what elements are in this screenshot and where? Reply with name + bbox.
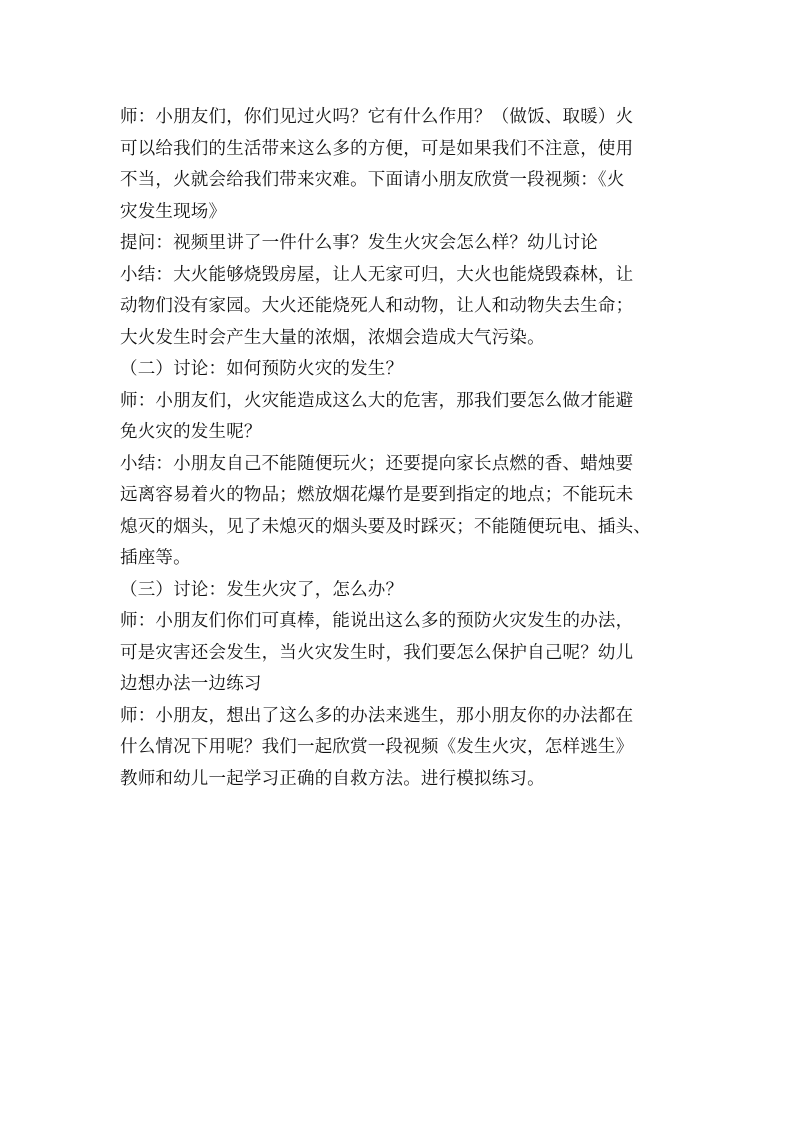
- text-line-19: 边想办法一边练习: [120, 674, 262, 694]
- section-heading-3: （三）讨论：发生火灾了，怎么办？: [120, 579, 404, 600]
- text-line-4: 灾发生现场》: [120, 201, 227, 222]
- text-line-12: 小结：小朋友自己不能随便玩火；还要提向家长点燃的香、蜡烛要: [120, 453, 634, 474]
- text-line-20: 师：小朋友，想出了这么多的办法来逃生，那小朋友你的办法都在: [120, 705, 634, 726]
- text-line-6: 小结：大火能够烧毁房屋，让人无家可归，大火也能烧毁森林，让: [120, 264, 634, 285]
- document-body: [120, 102, 680, 795]
- text-line-7: 动物们没有家园。大火还能烧死人和动物，让人和动物失去生命；: [120, 296, 634, 316]
- section-heading-2: （二）讨论：如何预防火灾的发生？: [120, 359, 404, 379]
- text-line-5: 提问：视频里讲了一件什么事？发生火灾会怎么样？幼儿讨论: [120, 233, 598, 253]
- text-line-13: 远离容易着火的物品；燃放烟花爆竹是要到指定的地点；不能玩未: [120, 485, 634, 505]
- text-line-8: 大火发生时会产生大量的浓烟，浓烟会造成大气污染。: [120, 327, 545, 348]
- text-line-15: 插座等。: [120, 548, 191, 568]
- text-line-2: 可以给我们的生活带来这么多的方便，可是如果我们不注意，使用: [120, 138, 634, 159]
- text-line-10: 师：小朋友们，火灾能造成这么大的危害，那我们要怎么做才能避: [120, 390, 634, 411]
- text-line-18: 可是灾害还会发生，当火灾发生时，我们要怎么保护自己呢？幼儿: [120, 642, 634, 663]
- text-line-17: 师：小朋友们你们可真棒，能说出这么多的预防火灾发生的办法，: [120, 611, 634, 631]
- text-line-11: 免火灾的发生呢？: [120, 422, 262, 442]
- text-line-21: 什么情况下用呢？我们一起欣赏一段视频《发生火灾，怎样逃生》: [120, 737, 634, 757]
- text-line-3: 不当，火就会给我们带来灾难。下面请小朋友欣赏一段视频：《火: [120, 170, 625, 190]
- text-line-1: 师：小朋友们，你们见过火吗？它有什么作用？（做饭、取暖）火: [120, 107, 634, 127]
- text-line-22: 教师和幼儿一起学习正确的自救方法。进行模拟练习。: [120, 768, 545, 789]
- text-line-14: 熄灭的烟头，见了未熄灭的烟头要及时踩灭；不能随便玩电、插头、: [120, 516, 651, 537]
